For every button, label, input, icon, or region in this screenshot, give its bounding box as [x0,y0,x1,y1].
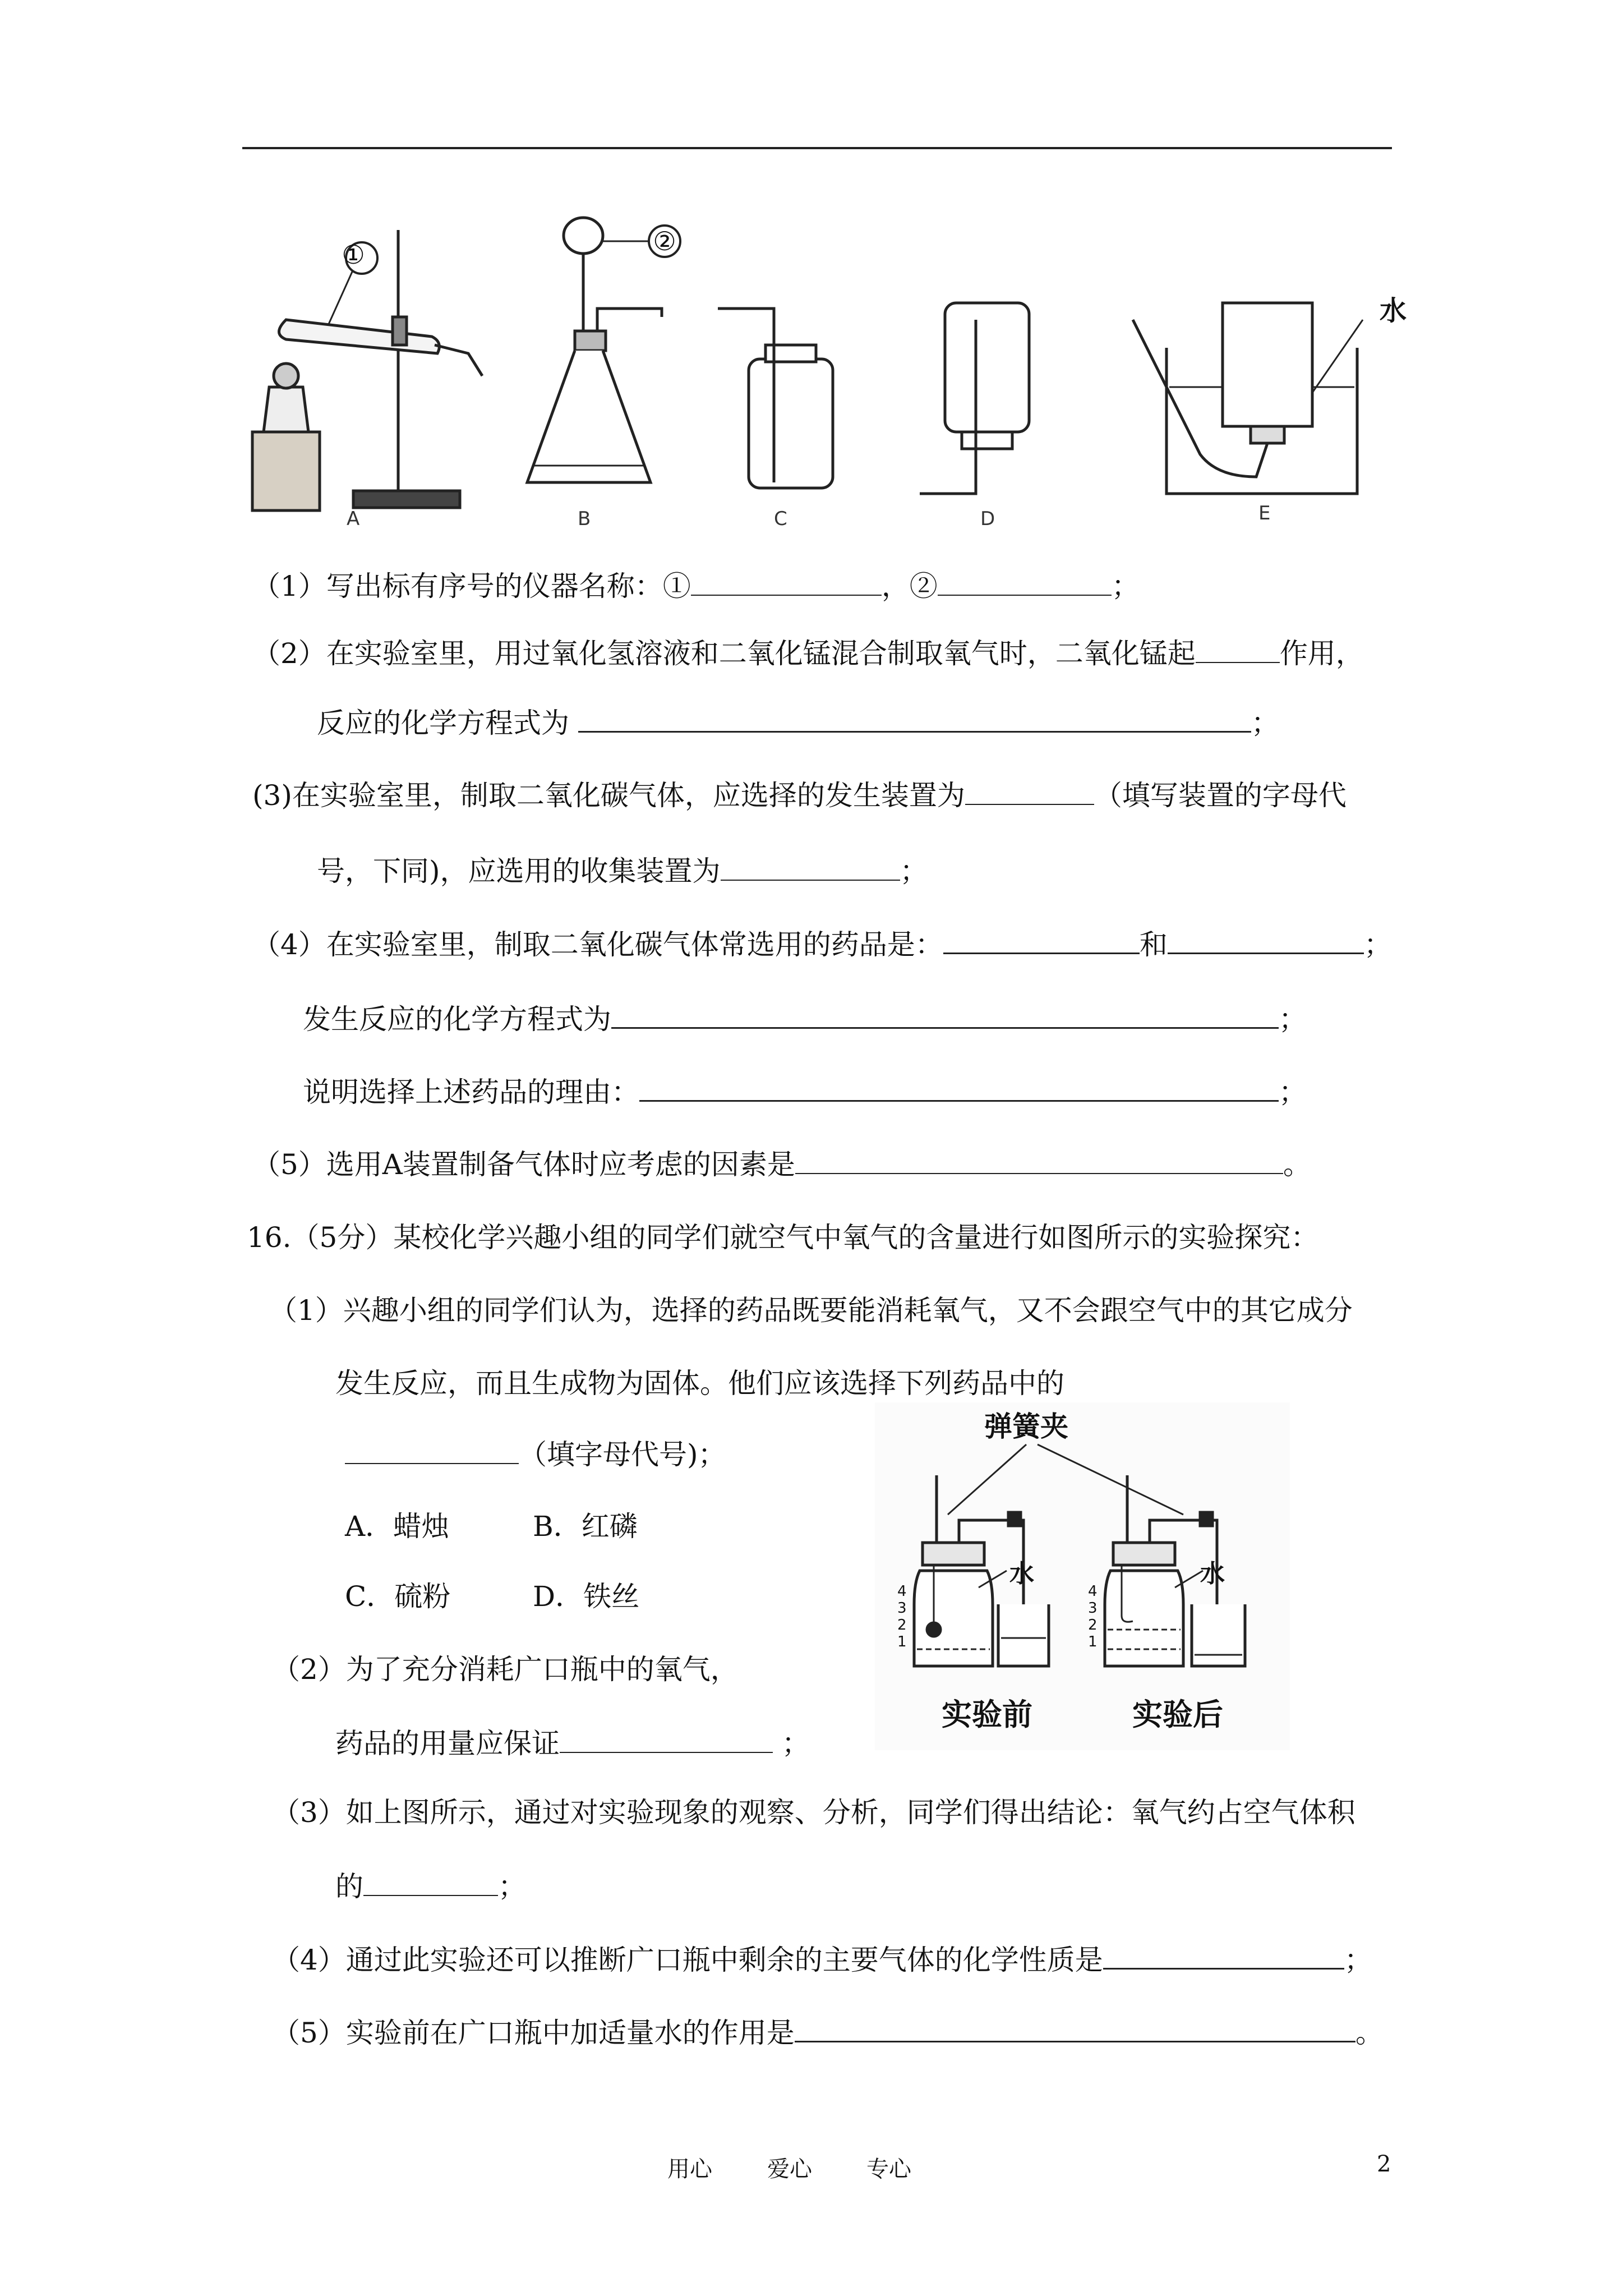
q15-part5 [252,1146,1311,1182]
page-number: 2 [1377,2151,1391,2177]
experiment-figure [875,1402,1290,1750]
scale-2: 2 [897,1617,907,1634]
answer-blank[interactable] [1196,635,1280,663]
q16-part5-end: 。 [1355,2017,1384,2049]
answer-blank[interactable] [578,704,1251,733]
q15-part2-line2-text: 反应的化学方程式为 [317,707,569,739]
header-rule [242,147,1392,149]
q15-part4-end: ； [1363,928,1392,961]
q15-part4-line2-end: ； [1279,1003,1307,1036]
q15-part4-line3-text: 说明选择上述药品的理由： [303,1076,639,1108]
q15-part2-line2 [317,704,1279,740]
q16-intro: 16.（5分）某校化学兴趣小组的同学们就空气中氧气的含量进行如图所示的实验探究： [247,1221,1319,1254]
q15-part2-text-end: 作用， [1279,637,1364,670]
q15-part1 [252,568,1140,604]
q15-part4-text: （4）在实验室里，制取二氧化碳气体常选用的药品是： [252,928,943,961]
q16-part1-line3-text: （填字母代号)； [519,1438,726,1471]
answer-blank[interactable] [795,2014,1355,2042]
q15-part3-line2-text: 号，下同)，应选用的收集装置为 [317,855,721,887]
label-e: E [1258,502,1271,524]
q16-part3-line2-text: 的 [335,1870,363,1903]
q16-part3-end: ； [498,1870,526,1903]
label-d: D [980,508,995,530]
q16-part5 [272,2014,1384,2050]
label-a: A [347,508,360,530]
caption-before: 实验前 [942,1697,1032,1732]
answer-blank[interactable] [795,1146,1283,1174]
scale-3-after: 3 [1088,1600,1098,1617]
q15-part2-line1 [252,635,1364,671]
scale-1-after: 1 [1088,1634,1098,1650]
q16-part4 [272,1941,1372,1977]
spring-clip-label: 弹簧夹 [984,1410,1068,1443]
q15-part1-text: （1）写出标有序号的仪器名称：① [252,570,691,602]
option-b: B．红磷 [533,1510,638,1543]
q15-part3-line1 [252,777,1347,813]
answer-blank[interactable] [938,568,1112,596]
answer-blank[interactable] [965,777,1094,805]
caption-after: 实验后 [1132,1697,1223,1732]
scale-2-after: 2 [1088,1617,1098,1634]
q16-part2-line1: （2）为了充分消耗广口瓶中的氧气， [272,1653,739,1686]
q16-part4-end: ； [1344,1944,1372,1976]
footer-word-3: 专心 [866,2156,911,2182]
q15-part1-end: ； [1111,570,1140,602]
q16-part1-line1: （1）兴趣小组的同学们认为，选择的药品既要能消耗氧气，又不会跟空气中的其它成分 [269,1294,1353,1327]
label-c: C [774,508,787,530]
marker-1: ① [342,240,365,270]
q15-part4-line1 [252,926,1392,962]
option-d: D．铁丝 [533,1580,640,1613]
water-label: 水 [1380,295,1407,326]
q15-part4-and: 和 [1139,928,1168,961]
q16-part1-line2: 发生反应，而且生成物为固体。他们应该选择下列药品中的 [335,1367,1064,1400]
footer-word-2: 爱心 [767,2156,812,2182]
marker-2: ② [653,226,676,256]
water-label-before: 水 [1009,1559,1034,1588]
option-a: A．蜡烛 [345,1510,450,1543]
answer-blank[interactable] [1103,1941,1344,1970]
q15-part4-line2 [303,1000,1307,1037]
label-b: B [578,508,591,530]
q16-part3-line2 [335,1868,526,1904]
q15-part3-line2 [317,853,928,889]
q15-part3-text-end: （填写装置的字母代 [1094,779,1347,812]
scale-3: 3 [897,1600,907,1617]
answer-blank[interactable] [611,1000,1279,1029]
q15-part1-sep: ，② [881,570,938,602]
answer-blank[interactable] [639,1073,1279,1102]
q15-part5-end: 。 [1283,1148,1311,1181]
q15-part4-line3 [303,1073,1307,1110]
q16-part2-end: ； [781,1727,810,1760]
answer-blank[interactable] [721,853,900,881]
q15-part4-line3-end: ； [1279,1076,1307,1108]
q16-part2-line2 [335,1725,810,1761]
q16-part2-line2-text: 药品的用量应保证 [335,1727,560,1760]
apparatus-figure [247,208,1413,544]
q15-part3-end: ； [900,855,928,887]
q15-part2-end: ； [1251,707,1279,739]
q16-part4-text: （4）通过此实验还可以推断广口瓶中剩余的主要气体的化学性质是 [272,1944,1103,1976]
q15-part2-text: （2）在实验室里，用过氧化氢溶液和二氧化锰混合制取氧气时，二氧化锰起 [252,637,1196,670]
option-c: C．硫粉 [345,1580,451,1613]
q16-part1-line3 [345,1436,726,1472]
answer-blank[interactable] [345,1436,519,1464]
q15-part5-text: （5）选用A装置制备气体时应考虑的因素是 [252,1148,795,1181]
water-label-after: 水 [1200,1559,1225,1588]
answer-blank[interactable] [691,568,882,596]
footer-word-1: 用心 [667,2156,712,2182]
q16-part5-text: （5）实验前在广口瓶中加适量水的作用是 [272,2017,795,2049]
scale-4-after: 4 [1088,1583,1098,1600]
answer-blank[interactable] [560,1725,773,1753]
scale-1: 1 [897,1634,907,1650]
scale-4: 4 [897,1583,907,1600]
answer-blank[interactable] [363,1868,498,1896]
q15-part4-line2-text: 发生反应的化学方程式为 [303,1003,611,1036]
q16-part3-line1: （3）如上图所示，通过对实验现象的观察、分析，同学们得出结论：氧气约占空气体积 [272,1796,1355,1829]
answer-blank[interactable] [1168,926,1364,954]
answer-blank[interactable] [943,926,1140,954]
q15-part3-text: (3)在实验室里，制取二氧化碳气体，应选择的发生装置为 [252,779,965,812]
